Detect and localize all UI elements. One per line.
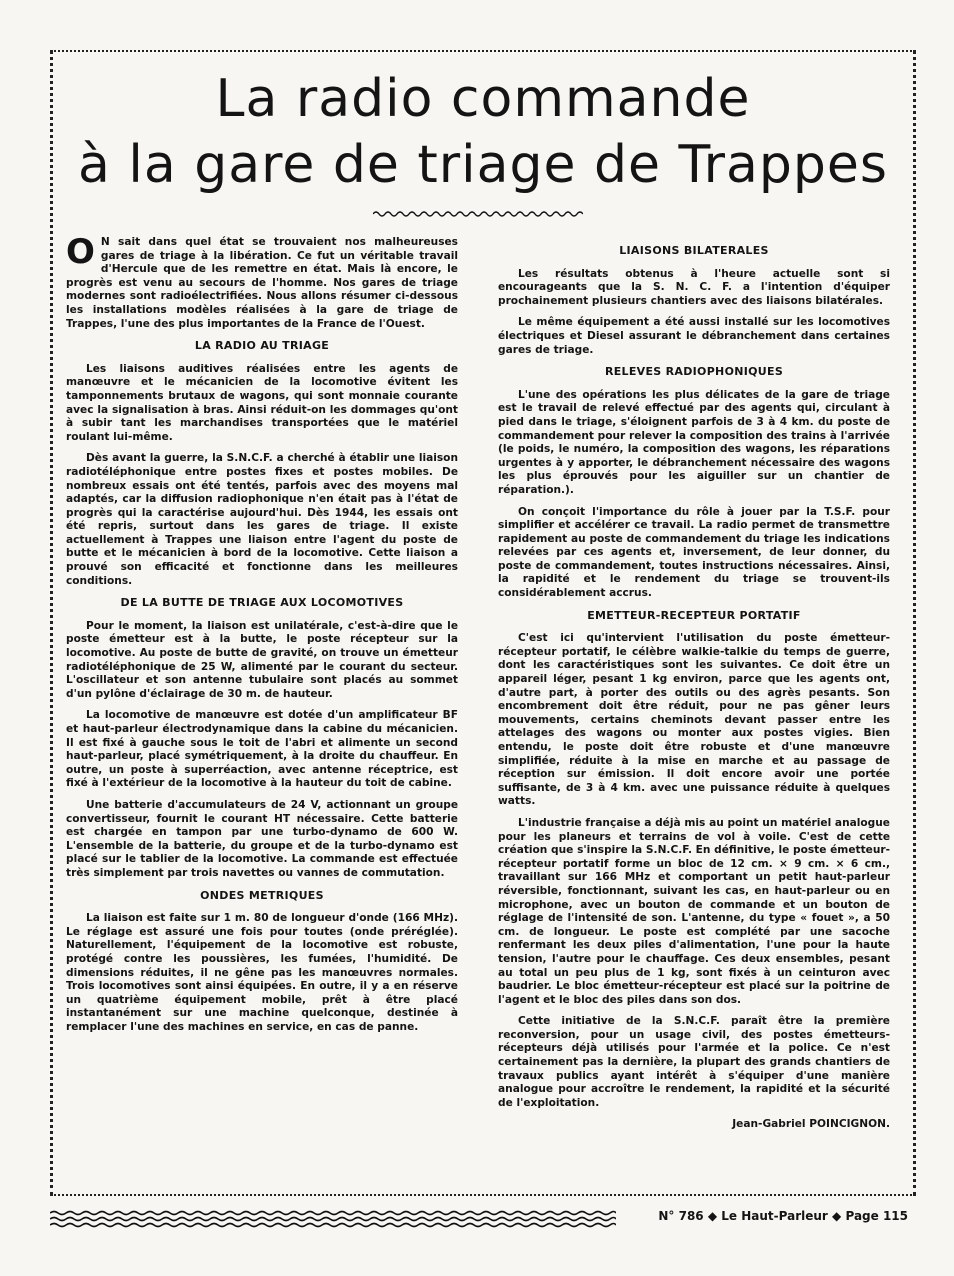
drop-cap: O <box>66 232 95 272</box>
diamond-icon: ◆ <box>832 1209 842 1223</box>
section-heading: EMETTEUR-RECEPTEUR PORTATIF <box>587 608 801 622</box>
issue-number: N° 786 <box>658 1209 704 1223</box>
intro-paragraph <box>66 232 458 331</box>
paragraph: Cette initiative de la S.N.C.F. paraît être la première reconversion, pour un usage civil, des postes émetteurs-récepteurs déjà utilisés pour l'armée et la police. Ce n'est certainement pas la dernière, la plupart des grands chantiers de travaux publics ayant intérêt à s'équiper d'une manière analogue pour accroître le rendement, la rapidité et la sécurité de l'exploitation. <box>498 1015 890 1109</box>
article-title <box>55 66 911 198</box>
section-heading: LIAISONS BILATERALES <box>619 244 769 257</box>
paragraph: La liaison est faite sur 1 m. 80 de longueur d'onde (166 MHz). Le réglage est assuré une fois pour toutes (onde préréglée). Naturellement, l'équipement de la locomotive est robuste, protégé contre les poussières, les fumées, l'humidité. De dimensions réduites, il ne gêne pas les manœuvres normales. Trois locomotives sont ainsi équipées. En outre, il y a en réserve un quatrième équipement mobile, prêt à être placé instantanément sur une machine quelconque, destinée à remplacer l'une des machines en service, en cas de panne. <box>66 912 458 1033</box>
publication-name: Le Haut-Parleur <box>721 1209 828 1223</box>
author-signature: Jean-Gabriel POINCIGNON. <box>732 1118 890 1131</box>
page-footer <box>50 1208 916 1228</box>
paragraph: C'est ici qu'intervient l'utilisation du poste émetteur-récepteur portatif, le célèbre walkie-talkie du temps de guerre, dont les caractéristiques sont les suivantes. Ce doit être un appareil léger, pesant 1 kg environ, parce que les agents ont, d'autre part, à porter des outils ou des agrès pesants. Son encombrement doit être réduit, pour ne pas gêner leurs mouvements, certains cheminots devant passer entre les attelages des wagons ou monter aux postes vigies. Bien entendu, le poste doit être robuste et d'une manœuvre simplifiée, réduite à la mise en marche et au passage de réception sur émission. Il doit encore avoir une portée suffisante, de 3 à 4 km. avec une puissance réduite à quelques watts. <box>498 632 890 808</box>
paragraph: Une batterie d'accumulateurs de 24 V, actionnant un groupe convertisseur, fournit le courant HT nécessaire. Cette batterie est chargée en tampon par une turbo-dynamo de 600 W. L'ensemble de la batterie, du groupe et de la turbo-dynamo est placé sur le tablier de la locomotive. La commande est effectuée très simplement par trois navettes ou vannes de commutation. <box>66 798 458 879</box>
section-heading: DE LA BUTTE DE TRIAGE AUX LOCOMOTIVES <box>120 596 404 610</box>
page-number: Page 115 <box>845 1209 908 1223</box>
footer-wavy-lines <box>50 1208 616 1228</box>
paragraph: Les résultats obtenus à l'heure actuelle sont si encourageants que la S. N. C. F. a l'intention d'équiper prochainement plusieurs chantiers avec des liaisons bilatérales. <box>498 267 890 307</box>
section-heading: ONDES METRIQUES <box>200 888 324 902</box>
section-heading: LA RADIO AU TRIAGE <box>194 339 330 353</box>
title-wavy-rule <box>373 209 583 219</box>
title-line-2: à la gare de triage de Trappes <box>78 135 888 195</box>
footer-info <box>658 1209 908 1223</box>
paragraph: Les liaisons auditives réalisées entre les agents de manœuvre et le mécanicien de la locomotive évitent les tamponnements brutaux de wagons, qui sont monnaie courante avec la signalisation à bras. Ainsi réduit-on les dommages qu'ont à subir tant les marchandises transportées que le matériel roulant lui-même. <box>66 362 458 443</box>
paragraph: Pour le moment, la liaison est unilatérale, c'est-à-dire que le poste émetteur est à la butte, le poste récepteur sur la locomotive. Au poste de butte de gravité, on trouve un émetteur radiotéléphonique de 25 W, alimenté par le courant du secteur. L'oscillateur et son antenne tubulaire sont placés au sommet d'un pylône d'éclairage de 30 m. de hauteur. <box>66 619 458 700</box>
paragraph: Dès avant la guerre, la S.N.C.F. a cherché à établir une liaison radiotéléphonique entre postes fixes et postes mobiles. De nombreux essais ont été tentés, parfois avec des moyens mal adaptés, car la diffusion radiophonique n'en était pas à l'état de progrès qui la caractérise aujourd'hui. Dès 1944, les essais ont été repris, surtout dans les gares de triage. Il existe actuellement à Trappes une liaison entre l'agent du poste de butte et le mécanicien à bord de la locomotive. Cette liaison a prouvé son efficacité et fonctionne dans les meilleures conditions. <box>66 452 458 587</box>
title-line-1: La radio commande <box>215 69 751 129</box>
paragraph: La locomotive de manœuvre est dotée d'un amplificateur BF et haut-parleur électrodynamique dans la cabine du mécanicien. Il est fixé à gauche sous le toit de l'abri et alimente un second haut-parleur, placé symétriquement, à la droite du chauffeur. En outre, un poste à superréaction, avec antenne réceptrice, est fixé à l'extérieur de la locomotive à la hauteur du toit de cabine. <box>66 709 458 790</box>
left-column <box>66 232 458 1042</box>
paragraph: L'industrie française a déjà mis au point un matériel analogue pour les planeurs et terrains de vol à voile. C'est de cette création que s'inspire la S.N.C.F. En définitive, le poste émetteur-récepteur portatif forme un bloc de 12 cm. × 9 cm. × 6 cm., travaillant sur 166 MHz et comportant un petit haut-parleur réversible, fonctionnant, suivant les cas, en haut-parleur ou en microphone, avec un bouton de commande et un bouton de réglage de l'intensité de son. L'antenne, du type « fouet », a 50 cm. de longueur. Le poste est complété par une sacoche renfermant les deux piles d'alimentation, l'une pour la haute tension, l'autre pour le chauffage. Ces deux ensembles, pesant au total un peu plus de 1 kg, sont fixés à un ceinturon avec baudrier. Le bloc émetteur-récepteur est placé sur la poitrine de l'agent et le bloc des piles dans son dos. <box>498 816 890 1006</box>
paragraph: L'une des opérations les plus délicates de la gare de triage est le travail de relevé effectué par des agents qui, circulant à pied dans le triage, s'éloignent parfois de 3 à 4 km. du poste de commandement pour relever la composition des trains à l'arrivée (le poids, le numéro, la composition des wagons, les réparations urgentes à y apporter, le débranchement nécessaire des wagons les plus éprouvés pour les aiguiller sur un chantier de réparation.). <box>498 388 890 496</box>
diamond-icon: ◆ <box>707 1209 718 1223</box>
right-column <box>498 236 890 1140</box>
intro-text: N sait dans quel état se trouvaient nos malheureuses gares de triage à la libération. Ce fut un véritable travail d'Hercule que de les remettre en état. Mais là encore, le progrès est venu au secours de l'homme. Nos gares de triage modernes sont radioélectrifiées. Nous allons résumer ci-dessous les installations modèles réalisées à la gare de triage de Trappes, l'une des plus importantes de la France de l'Ouest. <box>66 236 458 330</box>
paragraph: Le même équipement a été aussi installé sur les locomotives électriques et Diesel assurant le débranchement dans certaines gares de triage. <box>498 316 890 356</box>
section-heading: RELEVES RADIOPHONIQUES <box>604 365 784 379</box>
paragraph: On conçoit l'importance du rôle à jouer par la T.S.F. pour simplifier et accélérer ce travail. La radio permet de transmettre rapidement au poste de commandement du triage les indications relevées par ces agents et, inversement, de leur donner, du poste de commandement, toutes instructions nécessaires. Ainsi, la rapidité et le rendement du triage se trouvent-ils considérablement accrus. <box>498 505 890 600</box>
